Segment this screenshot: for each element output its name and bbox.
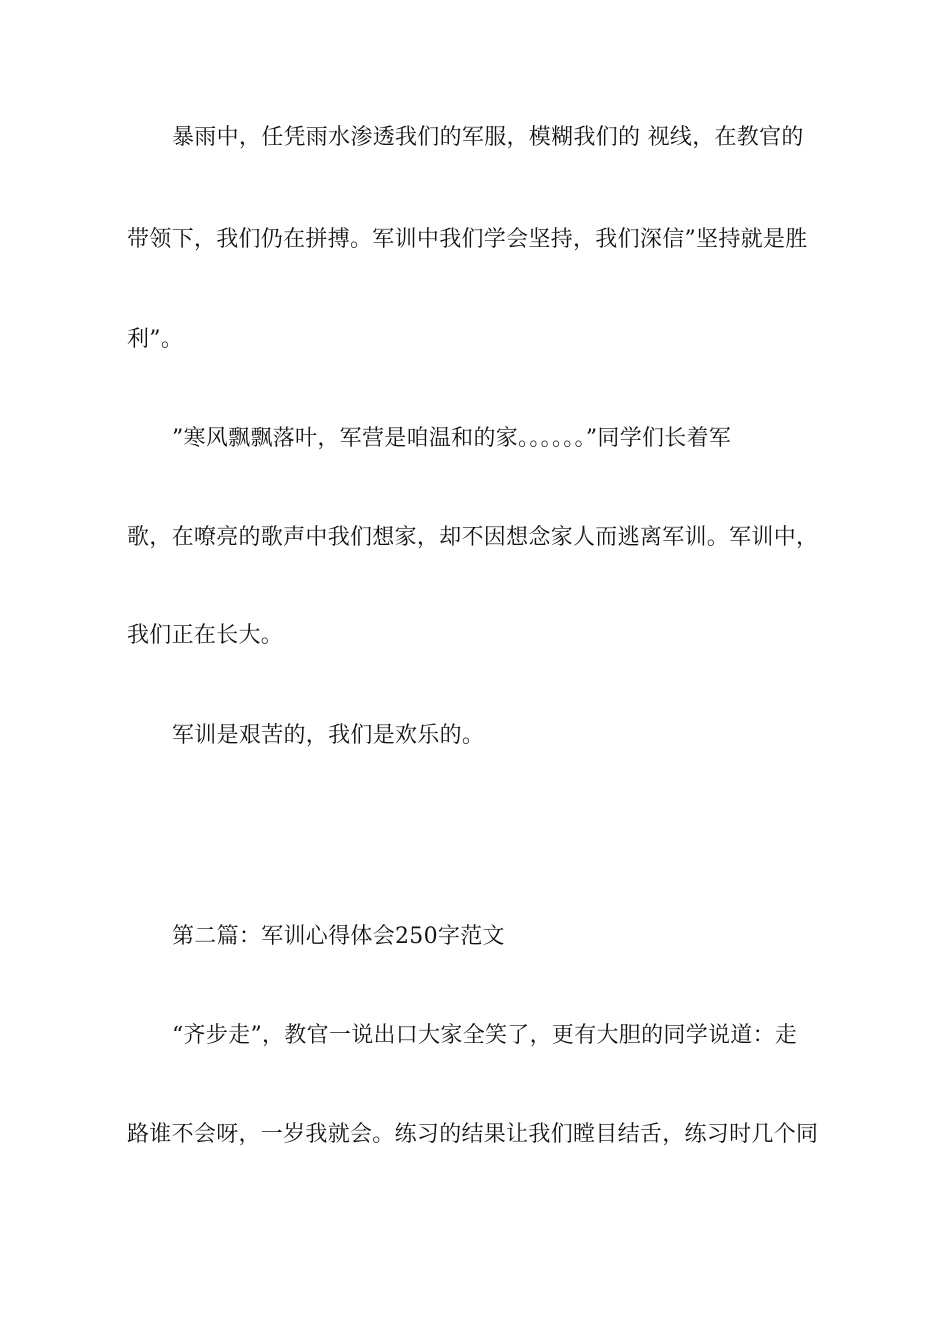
- paragraph-2-line-2: 歌，在嘹亮的歌声中我们想家，却不因想念家人而逃离军训。军训中，: [127, 525, 819, 550]
- section-heading: 第二篇：军训心得体会250字范文: [172, 924, 505, 949]
- paragraph-2-line-3: 我们正在长大。: [127, 623, 284, 648]
- paragraph-2-line-1: ”寒风飘飘落叶，军营是咱温和的家。。。。。。”同学们长着军: [172, 426, 732, 451]
- section-paragraph-line-1: “齐步走”，教官一说出口大家全笑了，更有大胆的同学说道：走: [172, 1023, 798, 1048]
- paragraph-3-line-1: 军训是艰苦的，我们是欢乐的。: [172, 723, 485, 748]
- paragraph-1-line-1: 暴雨中，任凭雨水渗透我们的军服，模糊我们的 视线，在教官的: [172, 125, 804, 150]
- paragraph-1-line-3: 利”。: [127, 327, 184, 352]
- section-paragraph-line-2: 路谁不会呀，一岁我就会。练习的结果让我们瞠目结舌，练习时几个同: [127, 1122, 819, 1147]
- paragraph-1-line-2: 带领下，我们仍在拼搏。军训中我们学会坚持，我们深信”坚持就是胜: [127, 227, 808, 252]
